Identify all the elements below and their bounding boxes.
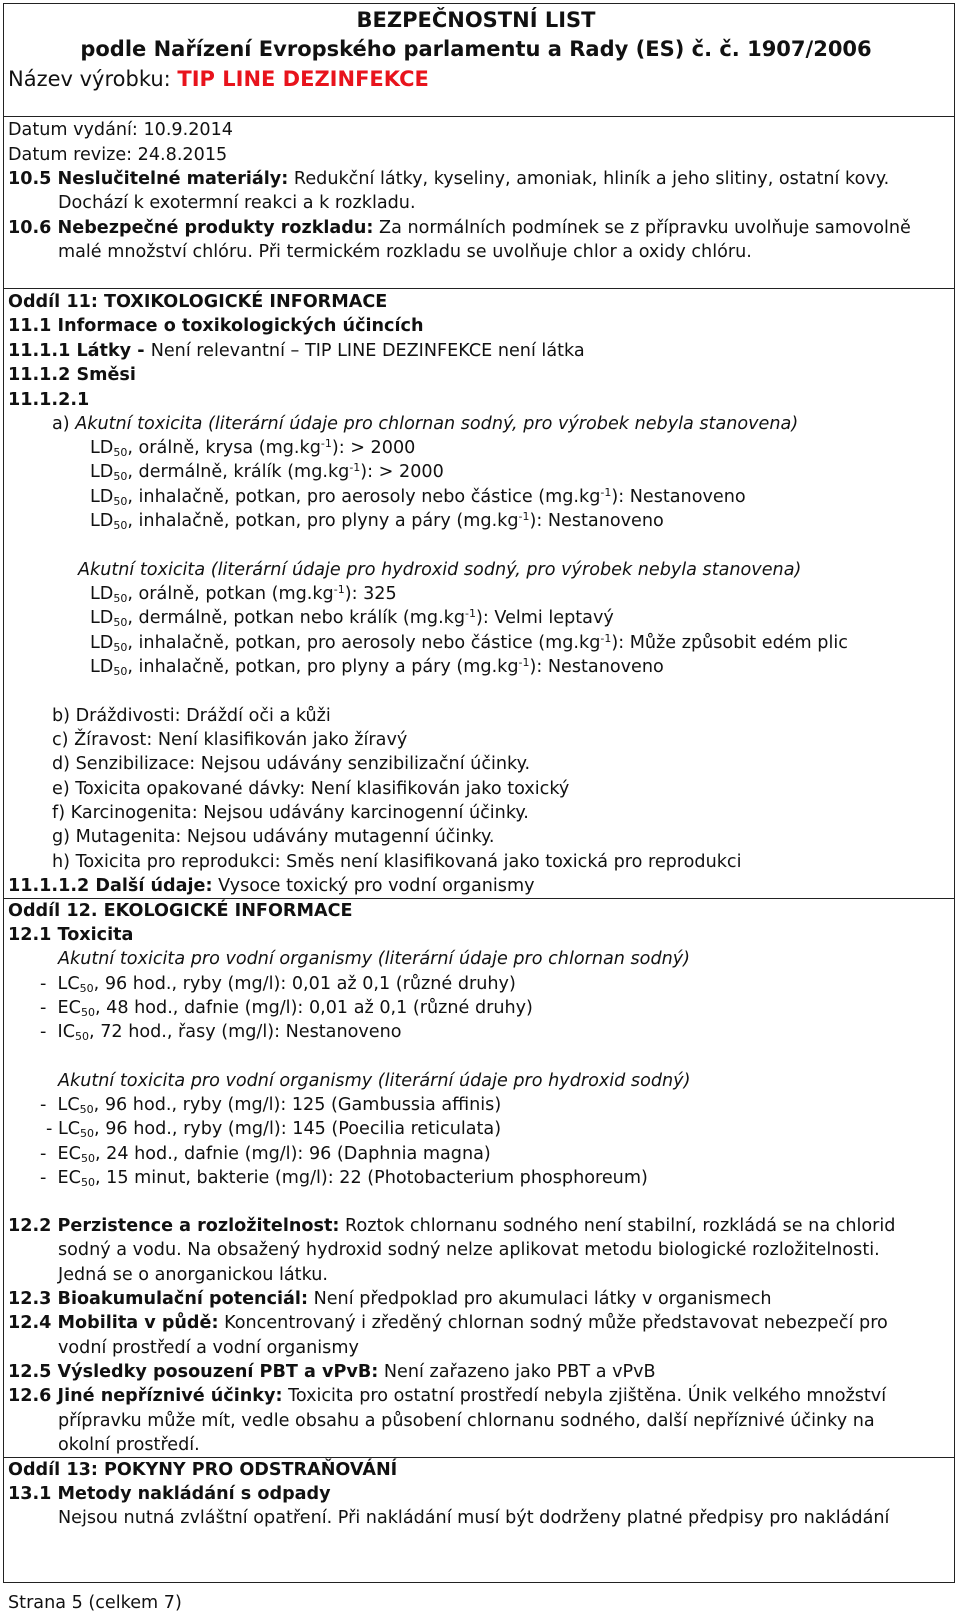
s12-2-line: [8, 1214, 895, 1238]
s11-1-2-heading: 11.1.2 Směsi: [8, 365, 136, 385]
s12-6-heading: 12.6 Jiné nepříznivé účinky:: [8, 1386, 283, 1406]
header-divider: [3, 116, 955, 117]
ec-sub: 50: [80, 1152, 95, 1165]
kg-sup: -1: [600, 486, 612, 499]
kg-sup: -1: [518, 656, 530, 669]
s11-1-1-line: [8, 339, 585, 363]
product-label: Název výrobku:: [8, 67, 178, 91]
s10-6-text-cont: malé množství chlóru. Při termickém rozkladu se uvolňuje chlor a oxidy chlóru.: [58, 242, 752, 262]
list-item: e) Toxicita opakované dávky: Není klasifikován jako toxický: [52, 779, 570, 799]
s10-5-num: 10.5: [8, 169, 58, 189]
ec-sub: 50: [80, 1006, 95, 1019]
s12-3-text: Není předpoklad pro akumulaci látky v organismech: [307, 1289, 772, 1309]
ld-value: ): 325: [344, 584, 397, 604]
s10-6-heading: Nebezpečné produkty rozkladu:: [57, 218, 374, 238]
ld-value: ): Nestanoveno: [611, 487, 746, 507]
s11-1-1-text: Není relevantní – TIP LINE DEZINFEKCE není látka: [150, 341, 585, 361]
acute-tox-naoh-title: Akutní toxicita (literární údaje pro hydroxid sodný, pro výrobek nebyla stanovena): [78, 560, 802, 580]
s10-6-text: Za normálních podmínek se z přípravku uvolňuje samovolně: [373, 218, 911, 238]
ld-value: ): > 2000: [331, 438, 416, 458]
s13-1-text: Nejsou nutná zvláštní opatření. Při nakládání musí být dodrženy platné předpisy pro nakládání: [58, 1508, 890, 1528]
ec-sub: 50: [79, 982, 94, 995]
ld50-row: [90, 655, 664, 679]
section-11-title: Oddíl 11: TOXIKOLOGICKÉ INFORMACE: [8, 292, 388, 312]
s12-2-text-cont: Jedná se o anorganickou látku.: [58, 1265, 328, 1285]
ec-text: , 96 hod., ryby (mg/l): 125 (Gambussia affinis): [93, 1095, 502, 1115]
revision-date: Datum revize: 24.8.2015: [8, 145, 228, 165]
dash: -: [40, 1168, 47, 1188]
s12-4-text: Koncentrovaný i zředěný chlornan sodný může představovat nebezpečí pro: [218, 1313, 888, 1333]
ld-value: ): Nestanoveno: [529, 511, 664, 531]
ec-label: EC: [57, 998, 81, 1018]
s12-4-line: [8, 1311, 888, 1335]
ld-desc: , inhalačně, potkan, pro aerosoly nebo částice (mg.kg: [127, 487, 601, 507]
s10-5-heading: Neslučitelné materiály:: [57, 169, 289, 189]
ec-text: , 15 minut, bakterie (mg/l): 22 (Photobacterium phosphoreum): [94, 1168, 648, 1188]
section-12-title: Oddíl 12. EKOLOGICKÉ INFORMACE: [8, 901, 353, 921]
ld-value: ): Nestanoveno: [529, 657, 664, 677]
ld50-row: [90, 509, 664, 533]
s11-1-heading: 11.1 Informace o toxikologických účincích: [8, 316, 424, 336]
ld-label: LD: [90, 462, 114, 482]
s12-3-line: [8, 1287, 772, 1311]
ld50-row: [90, 631, 848, 655]
dash: -: [40, 1095, 47, 1115]
ld-label: LD: [90, 608, 114, 628]
ld-sub: 50: [113, 519, 128, 532]
ec-label: LC: [57, 974, 80, 994]
document-title: BEZPEČNOSTNÍ LIST: [356, 8, 596, 32]
ld-desc: , orálně, krysa (mg.kg: [127, 438, 321, 458]
ecotox-row: [46, 1117, 501, 1141]
ld-sub: 50: [113, 665, 128, 678]
s10-6-num: 10.6: [8, 218, 58, 238]
ld-value: ): Může způsobit edém plic: [611, 633, 848, 653]
ld-label: LD: [90, 487, 114, 507]
ec-text: , 48 hod., dafnie (mg/l): 0,01 až 0,1 (různé druhy): [94, 998, 533, 1018]
s12-2-heading: 12.2 Perzistence a rozložitelnost:: [8, 1216, 340, 1236]
s12-3-heading: 12.3 Bioakumulační potenciál:: [8, 1289, 308, 1309]
ecotox-row: [40, 996, 533, 1020]
ecotox-row: [40, 1020, 402, 1044]
list-item: g) Mutagenita: Nejsou udávány mutagenní účinky.: [52, 827, 495, 847]
ld-label: LD: [90, 584, 114, 604]
s12-1-heading: 12.1 Toxicita: [8, 925, 134, 945]
section-13-title: Oddíl 13: POKYNY PRO ODSTRAŇOVÁNÍ: [8, 1460, 398, 1480]
ecotox-row: [40, 1142, 491, 1166]
ld-desc: , inhalačně, potkan, pro aerosoly nebo částice (mg.kg: [127, 633, 601, 653]
s12-2-text: Roztok chlornanu sodného není stabilní, rozkládá se na chlorid: [339, 1216, 896, 1236]
kg-sup: -1: [518, 510, 530, 523]
ld-sub: 50: [113, 616, 128, 629]
ec-label: EC: [57, 1168, 81, 1188]
s11-1-1-heading: 11.1.1 Látky -: [8, 341, 151, 361]
ld-value: ): > 2000: [360, 462, 444, 482]
ec-text: , 96 hod., ryby (mg/l): 0,01 až 0,1 (různé druhy): [93, 974, 516, 994]
ec-text: , 24 hod., dafnie (mg/l): 96 (Daphnia magna): [94, 1144, 491, 1164]
acute-tox-a-line: [52, 412, 798, 436]
dash: -: [40, 1144, 47, 1164]
s12-6-text: Toxicita pro ostatní prostředí nebyla zjištěna. Únik velkého množství: [282, 1386, 887, 1406]
s12-6-line: [8, 1384, 886, 1408]
s12-5-line: [8, 1360, 656, 1384]
ec-label: EC: [57, 1144, 81, 1164]
list-item: c) Žíravost: Není klasifikován jako žíravý: [52, 730, 408, 750]
ld-desc: , inhalačně, potkan, pro plyny a páry (mg.kg: [127, 657, 519, 677]
ec-label: IC: [57, 1022, 76, 1042]
list-item: d) Senzibilizace: Nejsou udávány senzibilizační účinky.: [52, 754, 531, 774]
s10-5-text-cont: Dochází k exotermní reakci a k rozkladu.: [58, 193, 416, 213]
ld-sub: 50: [113, 641, 128, 654]
ld-sub: 50: [113, 446, 128, 459]
s13-1-heading: 13.1 Metody nakládání s odpady: [8, 1484, 331, 1504]
acute-tox-a-title: Akutní toxicita (literární údaje pro chlornan sodný, pro výrobek nebyla stanovena): [75, 414, 799, 434]
kg-sup: -1: [600, 632, 612, 645]
ld-label: LD: [90, 438, 114, 458]
s11-1-2-1-heading: 11.1.2.1: [8, 390, 90, 410]
ld50-row: [90, 582, 397, 606]
s12-2-text-cont: sodný a vodu. Na obsažený hydroxid sodný nelze aplikovat metodu biologické rozložitelnosti.: [58, 1240, 880, 1260]
ld-desc: , dermálně, potkan nebo králík (mg.kg: [127, 608, 466, 628]
s11-1-1-2-heading: 11.1.1.2 Další údaje:: [8, 876, 213, 896]
ld-sub: 50: [113, 592, 128, 605]
dash: -: [40, 998, 47, 1018]
page-number: Strana 5 (celkem 7): [8, 1593, 182, 1613]
ecotox-row: [40, 1093, 501, 1117]
dash: -: [40, 974, 47, 994]
ld-desc: , dermálně, králík (mg.kg: [127, 462, 350, 482]
ld50-row: [90, 436, 415, 460]
kg-sup: -1: [349, 461, 361, 474]
ld-sub: 50: [113, 495, 128, 508]
ec-label: LC: [57, 1095, 80, 1115]
ec-text: , 96 hod., ryby (mg/l): 145 (Poecilia reticulata): [94, 1119, 502, 1139]
s10-5-line: [8, 167, 889, 191]
s12-6-text-cont: přípravku může mít, vedle obsahu a působení chlornanu sodného, další nepříznivé účinky na: [58, 1411, 875, 1431]
ld-sub: 50: [113, 470, 128, 483]
ld-desc: , inhalačně, potkan, pro plyny a páry (mg.kg: [127, 511, 519, 531]
dash: -: [46, 1119, 53, 1139]
ld50-row: [90, 460, 444, 484]
ld-value: ): Velmi leptavý: [476, 608, 614, 628]
ecotox-row: [40, 1166, 648, 1190]
issue-date: Datum vydání: 10.9.2014: [8, 120, 233, 140]
kg-sup: -1: [320, 437, 332, 450]
ld50-row: [90, 606, 614, 630]
product-line: [8, 66, 429, 92]
s12-5-text: Není zařazeno jako PBT a vPvB: [378, 1362, 656, 1382]
product-name: TIP LINE DEZINFEKCE: [177, 67, 429, 91]
kg-sup: -1: [333, 583, 345, 596]
list-item: h) Toxicita pro reprodukci: Směs není klasifikovaná jako toxická pro reprodukci: [52, 852, 742, 872]
ec-label: LC: [57, 1119, 81, 1139]
ld-label: LD: [90, 657, 114, 677]
ec-text: , 72 hod., řasy (mg/l): Nestanoveno: [89, 1022, 402, 1042]
s11-1-1-2-text: Vysoce toxický pro vodní organismy: [212, 876, 535, 896]
s12-5-heading: 12.5 Výsledky posouzení PBT a vPvB:: [8, 1362, 379, 1382]
section-11-divider: [3, 288, 955, 289]
ld-label: LD: [90, 511, 114, 531]
s10-5-text: Redukční látky, kyseliny, amoniak, hliník a jeho slitiny, ostatní kovy.: [288, 169, 890, 189]
s12-6-text-cont: okolní prostředí.: [58, 1435, 200, 1455]
s10-6-line: [8, 216, 911, 240]
dash: -: [40, 1022, 47, 1042]
s11-1-1-2-line: [8, 874, 535, 898]
aquatic-tox-naoh-title: Akutní toxicita pro vodní organismy (literární údaje pro hydroxid sodný): [58, 1071, 691, 1091]
aquatic-tox-naocl-title: Akutní toxicita pro vodní organismy (literární údaje pro chlornan sodný): [58, 949, 691, 969]
regulation-line: podle Nařízení Evropského parlamentu a Rady (ES) č. č. 1907/2006: [80, 37, 872, 61]
ld-desc: , orálně, potkan (mg.kg: [127, 584, 334, 604]
list-item: f) Karcinogenita: Nejsou udávány karcinogenní účinky.: [52, 803, 529, 823]
kg-sup: -1: [465, 607, 477, 620]
ec-sub: 50: [75, 1030, 90, 1043]
s12-4-heading: 12.4 Mobilita v půdě:: [8, 1313, 219, 1333]
s12-4-text-cont: vodní prostředí a vodní organismy: [58, 1338, 359, 1358]
ec-sub: 50: [79, 1103, 94, 1116]
ec-sub: 50: [80, 1127, 95, 1140]
item-a-prefix: a): [52, 414, 76, 434]
list-item: b) Dráždivosti: Dráždí oči a kůži: [52, 706, 331, 726]
ld-label: LD: [90, 633, 114, 653]
ld50-row: [90, 485, 746, 509]
ec-sub: 50: [80, 1176, 95, 1189]
ecotox-row: [40, 972, 516, 996]
